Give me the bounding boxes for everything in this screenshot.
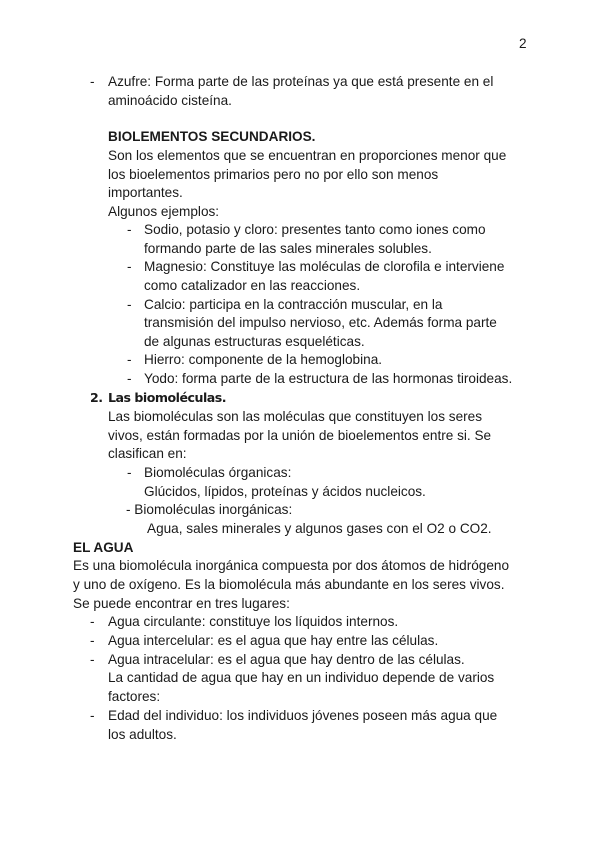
bullet: - (127, 352, 132, 367)
list-item: de algunas estructuras esqueléticas. (144, 334, 365, 349)
list-item: los adultos. (108, 727, 177, 742)
section-number: 2. (90, 390, 103, 405)
bullet: - (127, 371, 132, 386)
page-number: 2 (519, 36, 527, 51)
list-item: Agua, sales minerales y algunos gases con el O2 o CO2. (147, 521, 492, 536)
bullet: - (127, 222, 132, 237)
list-item: Hierro: componente de la hemoglobina. (144, 352, 383, 367)
paragraph-line: La cantidad de agua que hay en un individuo depende de varios (108, 670, 495, 685)
list-item: transmisión del impulso nervioso, etc. Además forma parte (144, 315, 497, 330)
paragraph-line: aminoácido cisteína. (108, 93, 232, 108)
paragraph-line: Son los elementos que se encuentran en proporciones menor que (108, 148, 507, 163)
list-item: Agua intercelular: es el agua que hay entre las células. (108, 633, 439, 648)
bullet: - (90, 614, 95, 629)
bullet: - (90, 633, 95, 648)
paragraph-line: Algunos ejemplos: (108, 204, 220, 219)
paragraph-line: Las biomoléculas son las moléculas que constituyen los seres (108, 409, 483, 424)
list-item: formando parte de las sales minerales solubles. (144, 241, 432, 256)
list-item: Agua circulante: constituye los líquidos internos. (108, 614, 399, 629)
list-item: Edad del individuo: los individuos jóvenes poseen más agua que (108, 708, 498, 723)
paragraph-line: clasifican en: (108, 446, 187, 461)
bullet: - (127, 259, 132, 274)
section-heading: EL AGUA (73, 540, 134, 555)
list-item: - Biomoléculas inorgánicas: (126, 502, 293, 517)
bullet: - (127, 465, 132, 480)
paragraph-line: los bioelementos primarios pero no por ello son menos (108, 167, 439, 182)
list-item: Agua intracelular: es el agua que hay dentro de las células. (108, 652, 465, 667)
paragraph-line: importantes. (108, 185, 183, 200)
paragraph-line: y uno de oxígeno. Es la biomolécula más abundante en los seres vivos. (73, 577, 505, 592)
paragraph-line: Azufre: Forma parte de las proteínas ya que está presente en el (108, 74, 494, 89)
list-item: Biomoléculas órganicas: (144, 465, 292, 480)
list-item: Glúcidos, lípidos, proteínas y ácidos nucleicos. (144, 484, 426, 499)
paragraph-line: Se puede encontrar en tres lugares: (73, 596, 290, 611)
bullet: - (90, 708, 95, 723)
section-heading: BIOLEMENTOS SECUNDARIOS. (108, 129, 316, 144)
list-item: Calcio: participa en la contracción muscular, en la (144, 297, 443, 312)
section-heading: Las biomoléculas. (108, 390, 227, 405)
list-item: como catalizador en las reacciones. (144, 278, 361, 293)
paragraph-line: Es una biomolécula inorgánica compuesta por dos átomos de hidrógeno (73, 558, 510, 573)
list-item: Magnesio: Constituye las moléculas de clorofila e interviene (144, 259, 505, 274)
bullet: - (90, 74, 95, 89)
list-item: Yodo: forma parte de la estructura de las hormonas tiroideas. (144, 371, 513, 386)
bullet: - (127, 297, 132, 312)
paragraph-line: factores: (108, 689, 161, 704)
paragraph-line: vivos, están formadas por la unión de bioelementos entre si. Se (108, 428, 492, 443)
bullet: - (90, 652, 95, 667)
list-item: Sodio, potasio y cloro: presentes tanto como iones como (144, 222, 486, 237)
